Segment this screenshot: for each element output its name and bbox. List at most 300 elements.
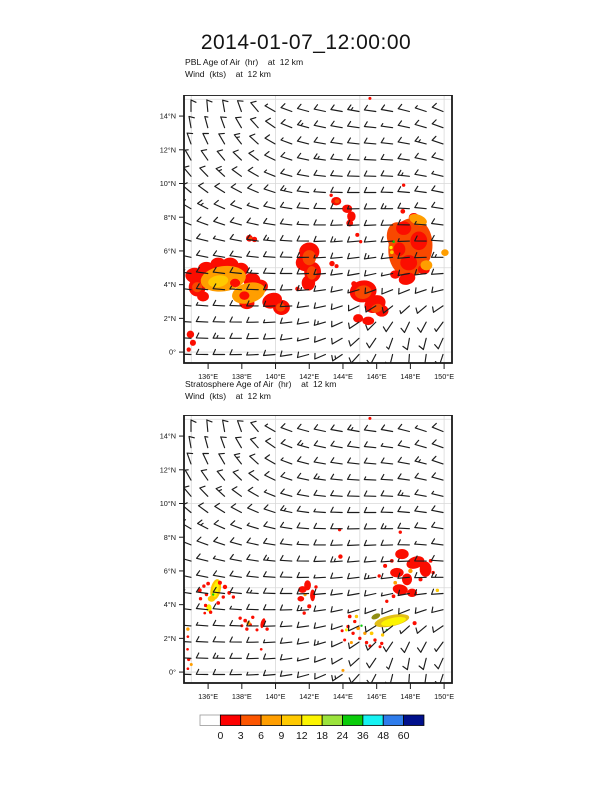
x-tick-label: 150°E xyxy=(434,372,455,381)
age-speckle xyxy=(379,645,382,648)
wind-barb xyxy=(381,124,392,128)
wind-barb xyxy=(298,424,309,431)
y-tick-label: 12°N xyxy=(159,465,176,475)
wind-barb xyxy=(348,442,359,448)
wind-barb xyxy=(432,186,443,193)
wind-barb xyxy=(251,101,258,111)
wind-barb xyxy=(231,521,242,529)
wind-barb xyxy=(180,554,191,561)
wind-barb xyxy=(181,200,191,209)
wind-barb xyxy=(364,157,376,160)
wind-barb xyxy=(281,186,292,193)
wind-barb xyxy=(264,490,275,496)
wind-barb xyxy=(196,317,208,323)
wind-barb xyxy=(364,171,376,176)
wind-barb xyxy=(348,122,359,128)
wind-barb xyxy=(398,187,410,193)
wind-barb xyxy=(205,117,208,128)
wind-barb xyxy=(248,504,259,512)
wind-barb xyxy=(415,490,426,497)
wind-barb xyxy=(280,318,291,323)
wind-barb xyxy=(230,588,241,594)
wind-barb xyxy=(180,620,192,626)
wind-barb xyxy=(331,220,343,225)
age-speckle xyxy=(338,554,342,558)
wind-barb xyxy=(432,539,443,545)
wind-barb xyxy=(231,504,241,513)
age-blob xyxy=(402,573,412,585)
age-speckle xyxy=(218,581,222,585)
wind-barb xyxy=(314,556,326,561)
wind-barb xyxy=(314,425,325,432)
colorbar-label: 36 xyxy=(357,730,369,742)
wind-barb xyxy=(400,626,409,634)
wind-barb xyxy=(432,269,444,274)
wind-barb xyxy=(297,542,309,545)
pbl-map-svg xyxy=(154,95,476,391)
wind-barb xyxy=(230,235,241,242)
wind-barb xyxy=(381,105,392,112)
age-speckle xyxy=(358,637,361,640)
wind-barb xyxy=(196,637,208,643)
age-speckle xyxy=(314,585,317,588)
wind-barb xyxy=(213,236,224,241)
wind-barb xyxy=(297,457,308,464)
wind-barb xyxy=(415,153,426,160)
wind-barb xyxy=(348,425,359,432)
y-tick-label: 10°N xyxy=(159,499,176,509)
wind-barb xyxy=(398,490,409,496)
age-speckle xyxy=(187,635,190,638)
colorbar-label: 48 xyxy=(377,730,390,742)
wind-barb xyxy=(348,526,360,529)
wind-barb xyxy=(364,204,376,209)
x-tick-label: 142°E xyxy=(299,692,320,701)
age-blob xyxy=(310,589,315,601)
wind-barb xyxy=(297,573,309,578)
wind-barb xyxy=(187,453,193,464)
wind-barb xyxy=(232,167,241,177)
colorbar-cell xyxy=(383,715,403,726)
age-speckle xyxy=(245,627,248,630)
y-tick-label: 10°N xyxy=(159,179,176,189)
wind-barb xyxy=(432,120,443,128)
age-speckle xyxy=(368,417,371,420)
y-tick-label: 0° xyxy=(169,347,176,357)
wind-barb xyxy=(348,254,359,259)
wind-barb xyxy=(247,555,258,561)
wind-barb xyxy=(331,607,342,612)
wind-barb xyxy=(247,218,258,225)
wind-barb xyxy=(315,657,326,663)
wind-barb xyxy=(281,489,292,496)
wind-barb xyxy=(264,670,276,675)
wind-barb xyxy=(203,454,209,464)
wind-barb xyxy=(213,604,225,610)
age-speckle xyxy=(402,183,405,186)
age-speckle xyxy=(255,628,258,631)
wind-barb xyxy=(348,508,360,513)
pbl-wind-caption: Wind (kts) at 12 km xyxy=(185,69,271,79)
wind-barb xyxy=(432,473,443,480)
wind-barb xyxy=(314,540,326,545)
y-tick-label: 6°N xyxy=(163,246,176,256)
wind-barb xyxy=(264,235,275,241)
wind-barb xyxy=(415,288,426,294)
colorbar-svg xyxy=(190,712,470,748)
wind-barb xyxy=(264,185,275,193)
wind-barb xyxy=(251,118,259,128)
wind-barb xyxy=(364,477,376,480)
wind-barb xyxy=(418,642,427,652)
age-speckle xyxy=(199,597,202,600)
wind-barb xyxy=(349,305,359,311)
wind-barb xyxy=(214,520,225,528)
wind-barb xyxy=(314,490,325,496)
wind-barb xyxy=(280,622,292,627)
wind-barb xyxy=(264,522,275,529)
wind-barb xyxy=(197,217,208,225)
wind-barb xyxy=(415,506,426,512)
wind-barb xyxy=(381,155,393,161)
age-speckle xyxy=(355,615,358,618)
wind-barb xyxy=(432,556,444,562)
wind-barb xyxy=(364,557,376,562)
wind-barb xyxy=(401,642,409,652)
colorbar-cell xyxy=(241,715,261,726)
wind-barb xyxy=(398,104,409,111)
wind-barb xyxy=(213,556,224,561)
wind-barb xyxy=(219,453,225,464)
wind-barb xyxy=(314,154,325,160)
wind-barb xyxy=(247,317,259,322)
wind-barb xyxy=(314,320,325,325)
wind-barb xyxy=(247,571,258,577)
wind-barb xyxy=(432,287,443,292)
wind-barb xyxy=(297,137,308,144)
wind-barb xyxy=(264,539,275,545)
wind-barb xyxy=(432,153,443,160)
wind-barb xyxy=(280,269,292,274)
wind-barb xyxy=(381,444,392,448)
wind-barb xyxy=(432,491,443,496)
wind-barb xyxy=(398,474,409,480)
wind-barb xyxy=(298,441,309,448)
wind-barb xyxy=(214,200,225,208)
wind-barb xyxy=(432,202,443,208)
wind-barb xyxy=(217,470,224,480)
wind-barb xyxy=(382,289,393,295)
age-speckle xyxy=(392,594,396,598)
wind-barb xyxy=(331,624,342,630)
age-blob xyxy=(347,211,355,221)
wind-barb xyxy=(264,202,275,209)
wind-barb xyxy=(381,204,393,209)
age-speckle xyxy=(187,667,190,670)
wind-barb xyxy=(223,420,228,431)
wind-barb xyxy=(297,236,309,241)
age-speckle xyxy=(346,625,349,628)
wind-barb xyxy=(297,473,308,480)
wind-barb xyxy=(432,440,443,448)
wind-barb xyxy=(180,317,192,323)
age-blob xyxy=(307,266,317,279)
wind-barb xyxy=(266,438,275,447)
age-blob xyxy=(362,317,374,325)
age-blob xyxy=(421,260,433,270)
wind-barb xyxy=(381,138,392,144)
x-tick-label: 146°E xyxy=(366,692,387,701)
colorbar-cell xyxy=(343,715,363,726)
x-tick-label: 144°E xyxy=(332,692,353,701)
wind-barb xyxy=(314,189,326,192)
wind-barb xyxy=(364,574,375,579)
wind-barb xyxy=(264,219,275,225)
wind-barb xyxy=(223,100,228,111)
wind-barb xyxy=(415,473,426,480)
wind-barb xyxy=(185,150,191,160)
wind-barb xyxy=(398,441,409,448)
wind-barb xyxy=(348,574,359,579)
wind-barb xyxy=(297,319,308,324)
wind-barb xyxy=(386,675,393,686)
wind-barb xyxy=(415,106,426,112)
wind-barb xyxy=(383,322,392,332)
wind-barb xyxy=(383,642,392,652)
wind-barb xyxy=(314,121,325,128)
wind-barb xyxy=(230,606,242,609)
wind-barb xyxy=(281,104,292,112)
wind-barb xyxy=(231,201,242,209)
age-speckle xyxy=(222,595,225,598)
wind-barb xyxy=(364,442,375,448)
wind-barb xyxy=(180,251,191,258)
x-tick-label: 140°E xyxy=(265,692,286,701)
wind-barb xyxy=(280,522,291,528)
age-speckle xyxy=(380,642,383,645)
x-tick-label: 136°E xyxy=(198,372,219,381)
wind-barb xyxy=(365,271,376,276)
wind-barb xyxy=(280,252,292,257)
wind-barb xyxy=(297,639,308,644)
colorbar-cell xyxy=(322,715,342,726)
wind-barb xyxy=(315,354,326,360)
wind-barb xyxy=(398,540,410,545)
wind-barb xyxy=(314,203,326,208)
wind-barb xyxy=(217,150,224,160)
wind-barb xyxy=(298,104,309,111)
age-speckle xyxy=(335,264,339,268)
wind-barb xyxy=(205,437,208,448)
wind-barb xyxy=(249,151,258,161)
wind-barb xyxy=(398,507,410,513)
wind-barb xyxy=(189,436,194,447)
wind-barb xyxy=(250,454,259,464)
age-speckle xyxy=(187,347,191,351)
wind-barb xyxy=(332,338,343,344)
wind-barb xyxy=(247,203,258,209)
wind-barb xyxy=(297,203,309,209)
colorbar-cell xyxy=(220,715,240,726)
age-blob xyxy=(353,314,363,322)
age-speckle xyxy=(393,581,397,585)
wind-barb xyxy=(230,333,242,338)
wind-barb xyxy=(386,355,393,366)
wind-barb xyxy=(432,572,444,577)
age-speckle xyxy=(353,620,356,623)
wind-barb xyxy=(415,440,426,447)
age-speckle xyxy=(232,595,235,598)
colorbar-label: 24 xyxy=(336,730,349,742)
colorbar-label: 18 xyxy=(316,730,329,742)
wind-barb xyxy=(331,540,343,545)
wind-barb xyxy=(180,571,191,578)
age-blob xyxy=(395,549,408,559)
wind-barb xyxy=(348,540,360,545)
wind-barb xyxy=(364,237,376,242)
wind-barb xyxy=(331,507,343,512)
colorbar-label: 3 xyxy=(237,730,244,742)
wind-barb xyxy=(230,653,242,658)
wind-barb xyxy=(387,658,393,669)
wind-barb xyxy=(432,522,443,528)
wind-barb xyxy=(280,556,292,562)
y-tick-label: 8°N xyxy=(163,532,176,542)
wind-barb xyxy=(230,317,242,322)
wind-barb xyxy=(251,421,258,431)
wind-barb xyxy=(264,505,275,513)
wind-barb xyxy=(198,520,208,529)
age-speckle xyxy=(345,628,348,631)
wind-barb xyxy=(281,153,292,161)
wind-barb xyxy=(381,187,393,192)
wind-barb xyxy=(400,306,409,314)
wind-barb xyxy=(364,425,375,431)
wind-barb xyxy=(247,352,259,355)
y-tick-label: 2°N xyxy=(163,313,176,323)
wind-barb xyxy=(213,317,225,322)
wind-barb xyxy=(382,609,393,615)
wind-barb xyxy=(314,286,325,291)
age-speckle xyxy=(190,340,196,346)
wind-barb xyxy=(314,474,325,480)
wind-barb xyxy=(280,638,291,643)
wind-barb xyxy=(367,658,376,668)
age-blob xyxy=(298,586,306,593)
age-speckle xyxy=(190,663,193,666)
wind-barb xyxy=(349,338,359,346)
wind-barb xyxy=(264,572,276,578)
age-speckle xyxy=(202,584,205,587)
age-speckle xyxy=(399,530,402,533)
wind-barb xyxy=(213,251,224,257)
wind-barb xyxy=(314,170,325,176)
age-blob xyxy=(335,199,340,203)
y-tick-label: 14°N xyxy=(159,111,176,121)
wind-barb xyxy=(314,441,325,448)
wind-barb xyxy=(314,606,325,611)
wind-barb xyxy=(247,604,259,609)
wind-barb xyxy=(247,251,258,257)
x-tick-label: 148°E xyxy=(400,372,421,381)
age-blob xyxy=(197,291,209,301)
wind-barb xyxy=(264,170,275,176)
colorbar-label: 60 xyxy=(397,730,410,742)
wind-barb xyxy=(398,154,409,160)
wind-barb xyxy=(264,320,276,323)
wind-barb xyxy=(251,438,259,448)
wind-barb xyxy=(365,626,376,632)
age-speckle xyxy=(341,669,344,672)
wind-barb xyxy=(399,289,410,295)
wind-barb xyxy=(314,575,326,578)
wind-barb xyxy=(381,507,393,512)
wind-barb xyxy=(398,424,409,431)
wind-barb xyxy=(415,523,426,529)
wind-barb xyxy=(281,458,292,464)
age-speckle xyxy=(186,627,189,630)
wind-barb xyxy=(281,169,292,176)
wind-barb xyxy=(207,420,212,432)
wind-barb xyxy=(265,472,275,481)
wind-barb xyxy=(247,654,259,659)
wind-barb xyxy=(265,104,275,111)
wind-barb xyxy=(264,588,276,593)
wind-barb xyxy=(247,523,258,529)
age-speckle xyxy=(329,261,334,266)
y-tick-label: 2°N xyxy=(163,633,176,643)
wind-barb xyxy=(215,183,225,192)
wind-barb xyxy=(331,187,343,192)
age-speckle xyxy=(209,611,212,614)
wind-barb xyxy=(415,120,426,127)
wind-barb xyxy=(331,105,342,112)
x-tick-label: 138°E xyxy=(231,692,252,701)
wind-barb xyxy=(297,153,308,160)
wind-barb xyxy=(297,338,308,341)
wind-barb xyxy=(297,222,309,225)
age-speckle xyxy=(187,331,194,338)
pbl-panel-caption: PBL Age of Air (hr) at 12 km xyxy=(185,57,304,67)
colorbar-cell xyxy=(281,715,301,726)
wind-barb xyxy=(348,155,360,161)
wind-barb xyxy=(365,591,376,596)
age-speckle xyxy=(413,621,417,625)
age-blob xyxy=(390,568,403,577)
wind-barb xyxy=(331,270,342,275)
wind-barb xyxy=(297,170,308,177)
age-speckle xyxy=(223,585,227,589)
wind-barb xyxy=(381,458,392,464)
wind-barb xyxy=(364,540,376,545)
wind-barb xyxy=(199,183,208,193)
wind-barb xyxy=(197,251,208,258)
wind-barb xyxy=(213,653,225,658)
colorbar-cell xyxy=(302,715,322,726)
wind-barb xyxy=(280,335,291,340)
wind-barb xyxy=(230,571,241,577)
wind-barb xyxy=(247,637,259,642)
age-speckle xyxy=(436,589,439,592)
wind-barb xyxy=(348,171,360,176)
age-speckle xyxy=(355,233,359,237)
wind-barb xyxy=(187,133,193,144)
wind-barb xyxy=(200,166,208,176)
wind-barb xyxy=(265,424,275,431)
age-speckle xyxy=(383,564,387,568)
wind-barb xyxy=(364,508,376,513)
wind-barb xyxy=(403,338,410,349)
